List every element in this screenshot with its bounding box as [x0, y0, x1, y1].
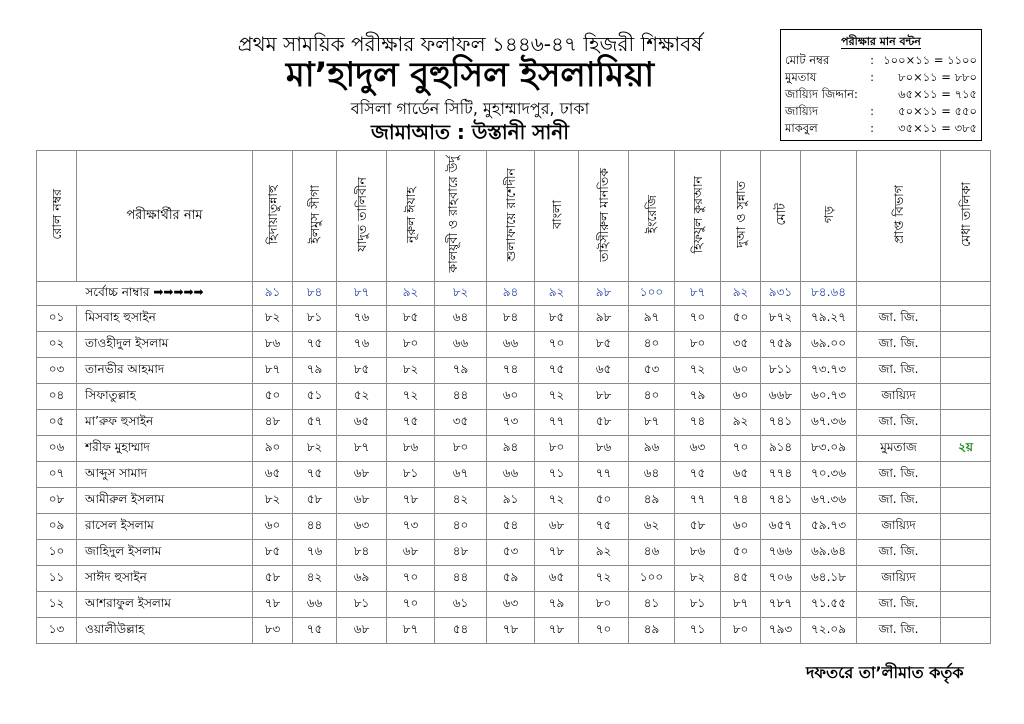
mark-cell: ৬০ — [721, 384, 761, 410]
mark-cell: ৪৪ — [435, 566, 487, 592]
student-row — [37, 462, 991, 488]
student-name-cell: মিসবাহ হুসাইন — [77, 306, 253, 332]
highest-marks-label: সর্বোচ্চ নাম্বার ➡➡➡➡➡ — [37, 282, 253, 306]
mark-cell: ৮৪ — [337, 540, 387, 566]
mark-cell: ৭০ — [721, 436, 761, 462]
rank-cell — [941, 592, 991, 618]
mark-cell: ৫০ — [253, 384, 293, 410]
mark-cell: ৯৭ — [629, 306, 675, 332]
grade-cell: জা. জি. — [857, 332, 941, 358]
total-cell: ৮১১ — [761, 358, 801, 384]
mark-cell: ৮৬ — [253, 332, 293, 358]
student-row — [37, 540, 991, 566]
roll-cell: ০৮ — [37, 488, 77, 514]
mark-cell: ৭৭ — [579, 462, 629, 488]
total-cell: ৭৮৭ — [761, 592, 801, 618]
total-cell: ৭৯৩ — [761, 618, 801, 644]
mark-cell: ৪৪ — [293, 514, 337, 540]
mark-cell: ৭৫ — [293, 332, 337, 358]
distribution-row — [781, 86, 981, 103]
average-cell: ৭০.৩৬ — [801, 462, 857, 488]
mark-cell: ৪৮ — [253, 410, 293, 436]
mark-cell: ৮৭ — [253, 358, 293, 384]
mark-cell: ৮৫ — [253, 540, 293, 566]
mark-cell: ৮৮ — [579, 384, 629, 410]
distribution-label: মুমতায — [785, 70, 817, 84]
student-row — [37, 488, 991, 514]
total-cell: ৬৫৭ — [761, 514, 801, 540]
mark-cell: ৭৯ — [435, 358, 487, 384]
mark-cell: ৭৫ — [675, 462, 721, 488]
mark-cell: ৭৫ — [535, 358, 579, 384]
mark-cell: ৫৭ — [293, 410, 337, 436]
roll-cell: ০৬ — [37, 436, 77, 462]
mark-cell: ৭২ — [675, 358, 721, 384]
total-cell: ৯১৪ — [761, 436, 801, 462]
mark-cell: ৬৮ — [535, 514, 579, 540]
grade-cell: জা. জি. — [857, 462, 941, 488]
total-cell: ৭৭৪ — [761, 462, 801, 488]
mark-cell: ৯২ — [721, 410, 761, 436]
grade-cell: জা. জি. — [857, 618, 941, 644]
header-average: গড় — [801, 151, 857, 282]
distribution-value: ১০০×১১ = ১১০০ — [883, 53, 977, 67]
mark-cell: ৮৭ — [337, 436, 387, 462]
student-row — [37, 306, 991, 332]
average-cell: ৬০.৭৩ — [801, 384, 857, 410]
grade-cell: জা. জি. — [857, 592, 941, 618]
mark-cell: ৭৫ — [293, 618, 337, 644]
mark-cell: ৫৩ — [629, 358, 675, 384]
mark-cell: ৮৫ — [337, 358, 387, 384]
mark-cell: ৮২ — [293, 436, 337, 462]
total-cell: ৭৬৬ — [761, 540, 801, 566]
mark-cell: ৮৬ — [675, 540, 721, 566]
exam-title: প্রথম সাময়িক পরীক্ষার ফলাফল ১৪৪৬-৪৭ হিজরী শিক্ষাবর্ষ — [237, 32, 703, 56]
roll-cell: ০৩ — [37, 358, 77, 384]
highest-total-cell: ৯৩১ — [761, 282, 801, 306]
mark-cell: ৭৬ — [337, 306, 387, 332]
grade-cell: মুমতাজ — [857, 436, 941, 462]
header-subject-english: ইংরেজি — [629, 151, 675, 282]
mark-cell: ৮৭ — [387, 618, 435, 644]
result-table — [36, 150, 991, 644]
mark-cell: ৭৫ — [293, 462, 337, 488]
rank-cell — [941, 410, 991, 436]
header-grade: প্রাপ্ত বিভাগ — [857, 151, 941, 282]
average-cell: ৭২.০৯ — [801, 618, 857, 644]
rank-cell — [941, 358, 991, 384]
roll-cell: ০৪ — [37, 384, 77, 410]
mark-cell: ৭০ — [579, 618, 629, 644]
mark-cell: ৮২ — [675, 566, 721, 592]
mark-cell: ৬০ — [721, 358, 761, 384]
mark-cell: ৭৩ — [487, 410, 535, 436]
grade-cell: জা. জি. — [857, 306, 941, 332]
header-subject-khulafa-rashedin: শুলাফায়ে রাশেদীন — [487, 151, 535, 282]
mark-cell: ৮৭ — [721, 592, 761, 618]
mark-cell: ৫১ — [293, 384, 337, 410]
mark-cell: ৫৪ — [487, 514, 535, 540]
distribution-rows — [781, 52, 981, 137]
header-subject-qalyubi-urdu: কালয়ূবী ও রাহবারে উর্দু — [435, 151, 487, 282]
distribution-separator: : — [870, 53, 874, 67]
distribution-value: ৮০×১১ = ৮৮০ — [898, 70, 977, 84]
header-name: পরীক্ষার্থীর নাম — [77, 151, 253, 282]
mark-cell: ৬৬ — [487, 462, 535, 488]
mark-cell: ৭৪ — [675, 410, 721, 436]
roll-cell: ০৫ — [37, 410, 77, 436]
highest-mark-cell: ৮৪ — [293, 282, 337, 306]
mark-cell: ৬৬ — [487, 332, 535, 358]
header-subject-taisirul-mantiq: তাইসীরুল মানতিক — [579, 151, 629, 282]
mark-cell: ৭৩ — [387, 514, 435, 540]
mark-cell: ৮২ — [253, 306, 293, 332]
mark-cell: ৭০ — [387, 592, 435, 618]
mark-cell: ৮১ — [293, 306, 337, 332]
mark-cell: ৬৫ — [253, 462, 293, 488]
total-cell: ৭৪১ — [761, 410, 801, 436]
distribution-separator: : — [870, 121, 874, 135]
header-roll: রোল নম্বর — [37, 151, 77, 282]
mark-cell: ৬৫ — [535, 566, 579, 592]
highest-mark-cell: ৯২ — [721, 282, 761, 306]
mark-cell: ৬৫ — [579, 358, 629, 384]
total-cell: ৮৭২ — [761, 306, 801, 332]
rank-cell — [941, 540, 991, 566]
mark-cell: ৪৯ — [629, 618, 675, 644]
mark-cell: ৫৮ — [675, 514, 721, 540]
mark-cell: ৯০ — [253, 436, 293, 462]
mark-cell: ৭৫ — [579, 514, 629, 540]
class-name: জামাআত : উস্তানী সানী — [371, 120, 569, 144]
mark-cell: ৪২ — [293, 566, 337, 592]
student-name-cell: শরীফ মুহাম্মাদ — [77, 436, 253, 462]
mark-cell: ৮০ — [535, 436, 579, 462]
rank-cell: ২য় — [941, 436, 991, 462]
student-row — [37, 436, 991, 462]
mark-cell: ৭৭ — [535, 410, 579, 436]
grade-cell: জায়্যিদ — [857, 384, 941, 410]
roll-cell: ১০ — [37, 540, 77, 566]
mark-cell: ৪৮ — [435, 540, 487, 566]
mark-cell: ৮২ — [387, 358, 435, 384]
mark-cell: ৪০ — [435, 514, 487, 540]
mark-cell: ৯৬ — [629, 436, 675, 462]
mark-cell: ৮৫ — [387, 306, 435, 332]
header-subject-hifzul-quran: হিফযুল কুরআন — [675, 151, 721, 282]
mark-cell: ৪০ — [629, 332, 675, 358]
mark-cell: ৪৯ — [629, 488, 675, 514]
roll-cell: ০৯ — [37, 514, 77, 540]
mark-cell: ৭০ — [675, 306, 721, 332]
grade-cell: জা. জি. — [857, 410, 941, 436]
mark-cell: ৫০ — [721, 306, 761, 332]
mark-cell: ৮১ — [675, 592, 721, 618]
header-subject-ilmus-siga: ইলমুস সীগা — [293, 151, 337, 282]
mark-cell: ৭৯ — [293, 358, 337, 384]
total-cell: ৬৬৮ — [761, 384, 801, 410]
mark-cell: ৭৪ — [487, 358, 535, 384]
grade-cell: জা. জি. — [857, 358, 941, 384]
distribution-row — [781, 103, 981, 120]
mark-cell: ৭৫ — [387, 410, 435, 436]
mark-cell: ৭৮ — [387, 488, 435, 514]
average-cell: ৭৯.২৭ — [801, 306, 857, 332]
average-cell: ৮৩.০৯ — [801, 436, 857, 462]
highest-mark-cell: ১০০ — [629, 282, 675, 306]
mark-cell: ৭০ — [535, 332, 579, 358]
rank-cell — [941, 488, 991, 514]
mark-cell: ৫৩ — [487, 540, 535, 566]
distribution-row — [781, 52, 981, 69]
highest-mark-cell: ৯২ — [535, 282, 579, 306]
mark-cell: ৮০ — [387, 332, 435, 358]
roll-cell: ০১ — [37, 306, 77, 332]
distribution-row — [781, 69, 981, 86]
mark-cell: ৭০ — [387, 566, 435, 592]
average-cell: ৬৭.৩৬ — [801, 488, 857, 514]
rank-cell — [941, 282, 991, 306]
mark-cell: ৯১ — [487, 488, 535, 514]
student-name-cell: ওয়ালীউল্লাহ — [77, 618, 253, 644]
distribution-label: জায়্যিদ — [785, 104, 819, 118]
mark-cell: ৫০ — [579, 488, 629, 514]
student-name-cell: মা’রুফ হুসাইন — [77, 410, 253, 436]
mark-cell: ৬৫ — [721, 462, 761, 488]
student-row — [37, 618, 991, 644]
distribution-title: পরীক্ষার মান বন্টন — [841, 35, 921, 48]
table-header-row — [37, 151, 991, 282]
student-name-cell: আব্দুস সামাদ — [77, 462, 253, 488]
student-row — [37, 332, 991, 358]
mark-cell: ৫৮ — [253, 566, 293, 592]
student-name-cell: রাসেল ইসলাম — [77, 514, 253, 540]
mark-cell: ৮৭ — [629, 410, 675, 436]
mark-cell: ৭১ — [535, 462, 579, 488]
header-rank: মেধা তালিকা — [941, 151, 991, 282]
rank-cell — [941, 306, 991, 332]
average-cell: ৭৩.৭৩ — [801, 358, 857, 384]
student-name-cell: আমীরুল ইসলাম — [77, 488, 253, 514]
mark-cell: ৪২ — [435, 488, 487, 514]
average-cell: ৫৯.৭৩ — [801, 514, 857, 540]
average-cell: ৬৪.১৮ — [801, 566, 857, 592]
rank-cell — [941, 462, 991, 488]
mark-cell: ৫৯ — [487, 566, 535, 592]
distribution-row — [781, 120, 981, 137]
mark-cell: ১০০ — [629, 566, 675, 592]
distribution-value: ৩৫×১১ = ৩৮৫ — [898, 121, 977, 135]
mark-cell: ৯৮ — [579, 306, 629, 332]
highest-average-cell: ৮৪.৬৪ — [801, 282, 857, 306]
mark-cell: ৬০ — [253, 514, 293, 540]
header-subject-dua-sunnah: দুআ ও সুন্নাত — [721, 151, 761, 282]
mark-cell: ৬৫ — [337, 410, 387, 436]
mark-cell: ৩৫ — [721, 332, 761, 358]
distribution-separator — [863, 86, 881, 103]
mark-cell: ৪৬ — [629, 540, 675, 566]
grade-cell: জায়্যিদ — [857, 566, 941, 592]
mark-cell: ৪৫ — [721, 566, 761, 592]
mark-cell: ৮৫ — [535, 306, 579, 332]
mark-cell: ৬৬ — [435, 332, 487, 358]
mark-cell: ৮১ — [337, 592, 387, 618]
mark-cell: ৩৫ — [435, 410, 487, 436]
grade-cell: জা. জি. — [857, 540, 941, 566]
roll-cell: ০৭ — [37, 462, 77, 488]
mark-cell: ৪০ — [629, 384, 675, 410]
highest-mark-cell: ৮২ — [435, 282, 487, 306]
mark-cell: ৭৬ — [337, 332, 387, 358]
mark-cell: ৭৭ — [675, 488, 721, 514]
average-cell: ৬৯.০০ — [801, 332, 857, 358]
total-cell: ৭৪১ — [761, 488, 801, 514]
student-row — [37, 358, 991, 384]
mark-cell: ৬৪ — [435, 306, 487, 332]
rank-cell — [941, 332, 991, 358]
mark-cell: ৭৬ — [293, 540, 337, 566]
school-name: মা’হাদুল বুহুসিল ইসলামিয়া — [285, 55, 655, 95]
roll-cell: ১৩ — [37, 618, 77, 644]
mark-cell: ৬০ — [721, 514, 761, 540]
highest-mark-cell: ৯১ — [253, 282, 293, 306]
mark-cell: ৫০ — [721, 540, 761, 566]
mark-cell: ৮০ — [579, 592, 629, 618]
student-row — [37, 592, 991, 618]
mark-cell: ৬৮ — [337, 488, 387, 514]
table-body — [37, 282, 991, 644]
mark-cell: ৭২ — [579, 566, 629, 592]
highest-mark-cell: ৯৪ — [487, 282, 535, 306]
mark-cell: ৮৬ — [579, 436, 629, 462]
mark-cell: ৭২ — [387, 384, 435, 410]
mark-cell: ৫৮ — [579, 410, 629, 436]
grade-cell: জায়্যিদ — [857, 514, 941, 540]
mark-cell: ৭৯ — [675, 384, 721, 410]
rank-cell — [941, 566, 991, 592]
distribution-value: ৫০×১১ = ৫৫০ — [898, 104, 977, 118]
distribution-label: মোট নম্বর — [785, 53, 830, 67]
mark-cell: ৮০ — [721, 618, 761, 644]
student-name-cell: জাহিদুল ইসলাম — [77, 540, 253, 566]
mark-cell: ৮৩ — [253, 618, 293, 644]
mark-cell: ৭২ — [535, 384, 579, 410]
school-address: বসিলা গার্ডেন সিটি, মুহাম্মাদপুর, ঢাকা — [350, 99, 590, 118]
mark-cell: ৬৪ — [629, 462, 675, 488]
header-subject-bangla: বাংলা — [535, 151, 579, 282]
mark-cell: ৭৮ — [253, 592, 293, 618]
mark-cell: ৭৮ — [487, 618, 535, 644]
grade-cell — [857, 282, 941, 306]
distribution-separator: : — [870, 104, 874, 118]
roll-cell: ১২ — [37, 592, 77, 618]
mark-cell: ৬৮ — [387, 540, 435, 566]
total-cell: ৭০৬ — [761, 566, 801, 592]
mark-cell: ৮১ — [387, 462, 435, 488]
rank-cell — [941, 618, 991, 644]
highest-marks-row — [37, 282, 991, 306]
mark-cell: ৫৪ — [435, 618, 487, 644]
mark-cell: ৪১ — [629, 592, 675, 618]
student-name-cell: তানভীর আহমাদ — [77, 358, 253, 384]
total-cell: ৭৫৯ — [761, 332, 801, 358]
office-note: দফতরে তা’লীমাত কর্তৃক — [806, 663, 964, 682]
header-subject-zadut-talibin: যাদুত তালিবীন — [337, 151, 387, 282]
highest-mark-cell: ৮৭ — [675, 282, 721, 306]
rank-cell — [941, 514, 991, 540]
student-row — [37, 514, 991, 540]
mark-cell: ৫৮ — [293, 488, 337, 514]
mark-cell: ৬৭ — [435, 462, 487, 488]
mark-cell: ৮০ — [675, 332, 721, 358]
marks-distribution-box — [780, 29, 982, 141]
mark-cell: ৭১ — [675, 618, 721, 644]
average-cell: ৬৯.৬৪ — [801, 540, 857, 566]
mark-cell: ৮৪ — [487, 306, 535, 332]
highest-mark-cell: ৮৭ — [337, 282, 387, 306]
header-subject-hidayatun-nahu: হিদায়াতুন্নাহু — [253, 151, 293, 282]
student-row — [37, 384, 991, 410]
mark-cell: ৬২ — [629, 514, 675, 540]
student-row — [37, 410, 991, 436]
roll-cell: ১১ — [37, 566, 77, 592]
student-name-cell: তাওহীদুল ইসলাম — [77, 332, 253, 358]
mark-cell: ৭৯ — [535, 592, 579, 618]
mark-cell: ৬৮ — [337, 618, 387, 644]
mark-cell: ৬৯ — [337, 566, 387, 592]
student-row — [37, 566, 991, 592]
mark-cell: ৪৪ — [435, 384, 487, 410]
mark-cell: ৮৫ — [579, 332, 629, 358]
header-subject-nurul-izah: নূরুল ঈযাহ — [387, 151, 435, 282]
mark-cell: ৬৩ — [337, 514, 387, 540]
average-cell: ৬৭.৩৬ — [801, 410, 857, 436]
mark-cell: ৯৪ — [487, 436, 535, 462]
header-total: মোট — [761, 151, 801, 282]
mark-cell: ৬৮ — [337, 462, 387, 488]
distribution-value: ৬৫×১১ = ৭১৫ — [898, 87, 977, 101]
mark-cell: ৭৪ — [721, 488, 761, 514]
mark-cell: ৭৮ — [535, 540, 579, 566]
roll-cell: ০২ — [37, 332, 77, 358]
highest-mark-cell: ৯২ — [387, 282, 435, 306]
student-name-cell: সাঈদ হুসাইন — [77, 566, 253, 592]
mark-cell: ৭২ — [535, 488, 579, 514]
student-name-cell: সিফাতুল্লাহ — [77, 384, 253, 410]
distribution-separator: : — [870, 70, 874, 84]
mark-cell: ৮৬ — [387, 436, 435, 462]
rank-cell — [941, 384, 991, 410]
mark-cell: ৬৩ — [487, 592, 535, 618]
mark-cell: ৬০ — [487, 384, 535, 410]
student-name-cell: আশরাফুল ইসলাম — [77, 592, 253, 618]
mark-cell: ৮০ — [435, 436, 487, 462]
highest-mark-cell: ৯৮ — [579, 282, 629, 306]
mark-cell: ৬৬ — [293, 592, 337, 618]
mark-cell: ৫২ — [337, 384, 387, 410]
grade-cell: জা. জি. — [857, 488, 941, 514]
mark-cell: ৬৩ — [675, 436, 721, 462]
mark-cell: ৯২ — [579, 540, 629, 566]
average-cell: ৭১.৫৫ — [801, 592, 857, 618]
mark-cell: ৬১ — [435, 592, 487, 618]
mark-cell: ৭৮ — [535, 618, 579, 644]
mark-cell: ৮২ — [253, 488, 293, 514]
distribution-label: জায়্যিদ জিদ্দান: — [785, 87, 858, 101]
distribution-label: মাকবুল — [785, 121, 818, 135]
